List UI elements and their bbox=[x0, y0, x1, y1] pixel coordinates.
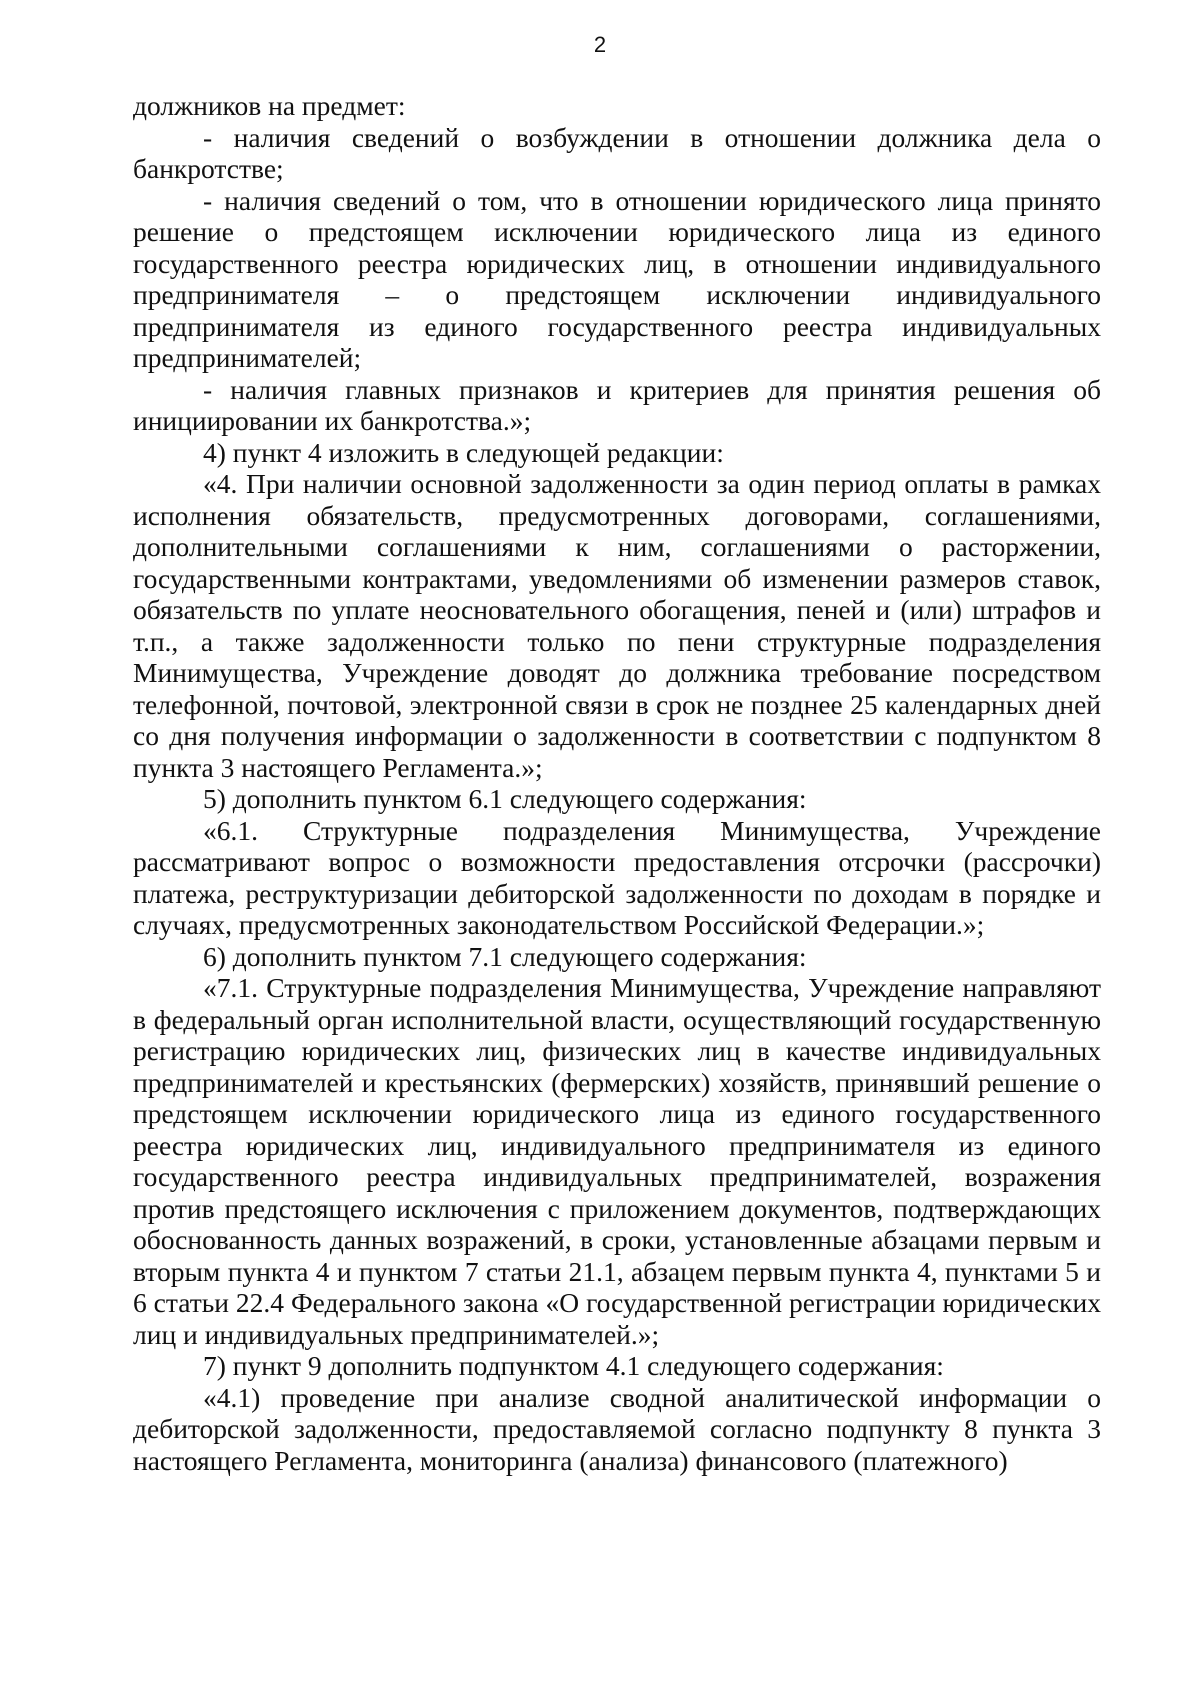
paragraph-bankruptcy-criteria: - наличия главных признаков и критериев для принятия решения об инициировании их банкротства.»; bbox=[133, 373, 1101, 436]
paragraph-item-6-heading: 6) дополнить пунктом 7.1 следующего содержания: bbox=[203, 940, 807, 972]
document-body bbox=[133, 90, 1101, 1476]
paragraph-item-4-1-text: «4.1) проведение при анализе сводной аналитической информации о дебиторской задолженности, предоставляемой согласно подпункту 8 пункта 3 настоящего Регламента, мониторинга (анализа) финансового (платежного) bbox=[133, 1381, 1101, 1476]
page-number: 2 bbox=[593, 32, 607, 57]
paragraph-item-4-text: «4. При наличии основной задолженности за один период оплаты в рамках исполнения обязательств, предусмотренных договорами, соглашениями, дополнительными соглашениями к ним, соглашениями о расторжении, государственными контрактами, уведомлениями об изменении размеров ставок, обязательств по уплате неосновательного обогащения, пеней и (или) штрафов и т.п., а также задолженности только по пени структурные подразделения Минимущества, Учреждение доводят до должника требование посредством телефонной, почтовой, электронной связи в срок не позднее 25 календарных дней со дня получения информации о задолженности в соответствии с подпунктом 8 пункта 3 настоящего Регламента.»; bbox=[133, 468, 1101, 783]
paragraph-item-6-1-text: «6.1. Структурные подразделения Минимущества, Учреждение рассматривают вопрос о возможности предоставления отсрочки (рассрочки) платежа, реструктуризации дебиторской задолженности по доходам в порядке и случаях, предусмотренных законодательством Российской Федерации.»; bbox=[133, 814, 1101, 940]
paragraph-exclusion-decision: - наличия сведений о том, что в отношении юридического лица принято решение о предстоящем исключении юридического лица из единого государственного реестра юридических лиц, в отношении индивидуального предпринимателя – о предстоящем исключении индивидуального предпринимателя из единого государственного реестра индивидуальных предпринимателей; bbox=[133, 184, 1101, 373]
paragraph-item-7-heading: 7) пункт 9 дополнить подпунктом 4.1 следующего содержания: bbox=[203, 1350, 944, 1381]
paragraph-item-4-heading: 4) пункт 4 изложить в следующей редакции: bbox=[203, 436, 724, 468]
paragraph-bankruptcy-case: - наличия сведений о возбуждении в отношении должника дела о банкротстве; bbox=[133, 121, 1101, 184]
paragraph-continuation: должников на предмет: bbox=[133, 90, 406, 121]
paragraph-item-7-1-text: «7.1. Структурные подразделения Минимущества, Учреждение направляют в федеральный орган исполнительной власти, осуществляющий государственную регистрацию юридических лиц, физических лиц в качестве индивидуальных предпринимателей и крестьянских (фермерских) хозяйств, принявший решение о предстоящем исключении юридического лица из единого государственного реестра юридических лиц, индивидуального предпринимателя из единого государственного реестра индивидуальных предпринимателей, возражения против предстоящего исключения с приложением документов, подтверждающих обоснованность данных возражений, в сроки, установленные абзацами первым и вторым пункта 4 и пунктом 7 статьи 21.1, абзацем первым пункта 4, пунктами 5 и 6 статьи 22.4 Федерального закона «О государственной регистрации юридических лиц и индивидуальных предпринимателей.»; bbox=[133, 972, 1101, 1350]
paragraph-item-5-heading: 5) дополнить пунктом 6.1 следующего содержания: bbox=[203, 783, 807, 814]
